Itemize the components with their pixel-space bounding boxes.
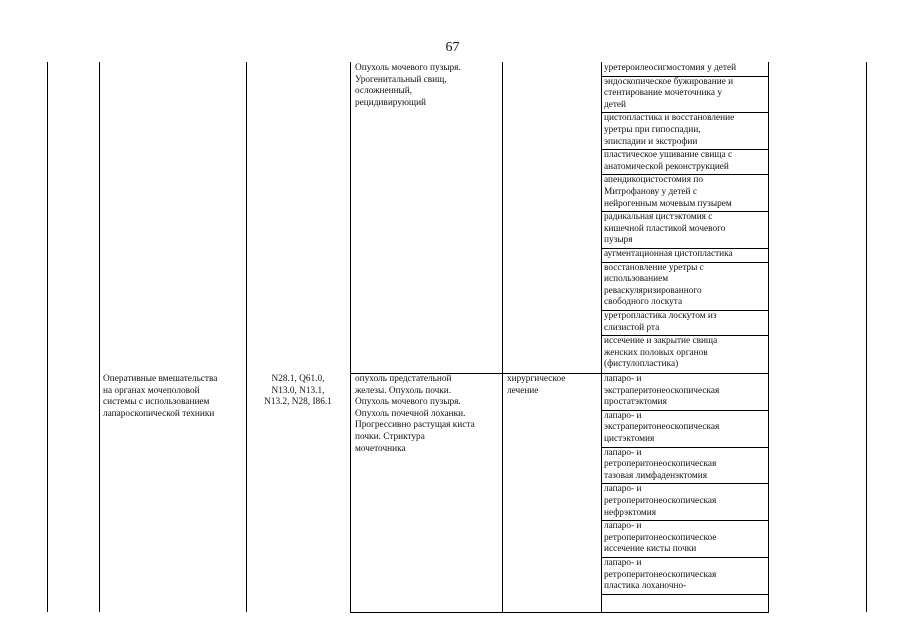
method-item — [604, 448, 716, 483]
method-item-line: пузыря — [604, 235, 633, 246]
method-item-line: реваскуляризированного — [604, 285, 702, 296]
method-item-line: свободного лоскута — [604, 297, 683, 308]
treatment-type-line: лечение — [507, 385, 539, 396]
method-item-line: Митрофанову у детей с — [604, 186, 697, 197]
diagnosis-line: рецидивирующий — [355, 97, 427, 108]
method-item-line: нефрэктомия — [604, 507, 657, 518]
diagnosis-line: почки. Стриктура — [355, 431, 425, 442]
method-item-line: ретроперитонеоскопическая — [604, 495, 717, 506]
diagnosis-line: мочеточника — [355, 443, 406, 454]
method-item-line: слизистой рта — [604, 322, 660, 333]
method-item-line: иссечение и закрытие свища — [604, 336, 718, 347]
diagnosis-line: Прогрессивно растущая киста — [355, 420, 475, 431]
diagnosis-line: железы. Опухоль почки. — [355, 385, 452, 396]
diagnosis-line: Опухоль почечной лоханки. — [355, 408, 466, 419]
method-item — [604, 249, 733, 261]
diagnosis-line: Урогенитальный свищ, — [355, 74, 447, 85]
method-item-line: восстановление уретры с — [604, 262, 704, 273]
method-item-line: использованием — [604, 274, 669, 285]
column-divider — [246, 62, 247, 612]
method-item — [604, 558, 716, 593]
method-item-line: ретроперитонеоскопическое — [604, 532, 717, 543]
method-item-line: экстраперитонеоскопическая — [604, 422, 720, 433]
method-item-line: экстраперитонеоскопическая — [604, 385, 720, 396]
method-item-line: (фистулопластика) — [604, 359, 679, 370]
method-item-line: пластическое ушивание свища с — [604, 150, 733, 161]
icd-codes-line: N13.0, N13.1, — [271, 385, 325, 396]
method-item — [604, 175, 732, 210]
column-divider — [768, 62, 769, 612]
method-divider — [601, 594, 768, 595]
method-item — [604, 212, 725, 247]
method-item — [604, 484, 716, 519]
column-divider — [99, 62, 100, 612]
method-item-line: нейрогенным мочевым пузырем — [604, 198, 732, 209]
procedure-name-line: системы с использованием — [103, 397, 210, 408]
procedure-name-line: на органах мочеполовой — [103, 385, 200, 396]
method-item — [604, 263, 704, 309]
method-item-line: эндоскопическое бужирование и — [604, 76, 734, 87]
method-item-line: пластика лоханочно- — [604, 581, 687, 592]
page-left-border — [47, 62, 48, 612]
icd-codes — [248, 374, 348, 409]
procedure-name-line: Оперативные вмешательства — [103, 374, 218, 384]
diagnosis-line: Опухоль мочевого пузыря. — [355, 63, 461, 73]
method-item-line: детей — [604, 99, 627, 110]
method-item-line: кишечной пластикой мочевого — [604, 223, 726, 234]
diagnosis — [355, 63, 461, 109]
method-item-line: лапаро- и — [604, 447, 642, 458]
method-item-line: уретры при гипоспадии, — [604, 124, 701, 135]
method-item-line: уретропластика лоскутом из — [604, 311, 717, 321]
method-item-line: стентирование мочеточника у — [604, 88, 722, 99]
method-item-line: аугментационная цистопластика — [604, 249, 733, 259]
method-item — [604, 63, 736, 75]
method-item — [604, 113, 734, 148]
method-item — [604, 77, 733, 112]
table-bottom-border — [350, 612, 769, 613]
column-divider — [502, 62, 503, 612]
method-item-line: ретроперитонеоскопическая — [604, 569, 717, 580]
diagnosis — [355, 374, 475, 455]
method-item — [604, 150, 732, 173]
method-item-line: апендикоцистостомия по — [604, 175, 703, 186]
method-item-line: женских половых органов — [604, 347, 708, 358]
method-item-line: тазовая лимфаденэктомия — [604, 470, 707, 481]
diagnosis-line: осложненный, — [355, 86, 413, 97]
method-item-line: эписпадии и экстрофии — [604, 136, 698, 147]
treatment-type-line: хирургическое — [507, 374, 566, 384]
method-item-line: уретероилеосигмостомия у детей — [604, 63, 737, 73]
method-item-line: анатомической реконструкцией — [604, 161, 729, 172]
page-right-border — [866, 62, 867, 612]
method-item-line: лапаро- и — [604, 374, 642, 384]
method-item — [604, 521, 716, 556]
icd-codes-line: N28.1, Q61.0, — [271, 374, 325, 384]
method-item — [604, 311, 717, 334]
procedure-name — [103, 374, 217, 420]
method-item-line: цистэктомия — [604, 433, 655, 444]
page-number: 67 — [445, 40, 460, 55]
method-item-line: лапаро- и — [604, 410, 642, 421]
icd-codes-line: N13.2, N28, I86.1 — [264, 397, 332, 408]
method-item — [604, 411, 719, 446]
method-item-line: радикальная цистэктомия с — [604, 212, 713, 223]
method-item-line: лапаро- и — [604, 521, 642, 532]
diagnosis-line: Опухоль мочевого пузыря. — [355, 397, 461, 408]
method-item-line: простатэктомия — [604, 397, 667, 408]
method-item-line: иссечение кисты почки — [604, 544, 697, 555]
diagnosis-line: опухоль предстательной — [355, 374, 452, 384]
method-item-line: лапаро- и — [604, 484, 642, 495]
method-item-line: цистопластика и восстановление — [604, 113, 735, 124]
method-item-line: лапаро- и — [604, 558, 642, 568]
procedure-name-line: лапароскопической техники — [103, 408, 215, 419]
method-item-line: ретроперитонеоскопическая — [604, 459, 717, 470]
column-divider — [350, 62, 351, 612]
treatment-type — [507, 374, 565, 397]
column-divider — [601, 62, 602, 612]
method-item — [604, 336, 717, 371]
method-item — [604, 374, 719, 409]
